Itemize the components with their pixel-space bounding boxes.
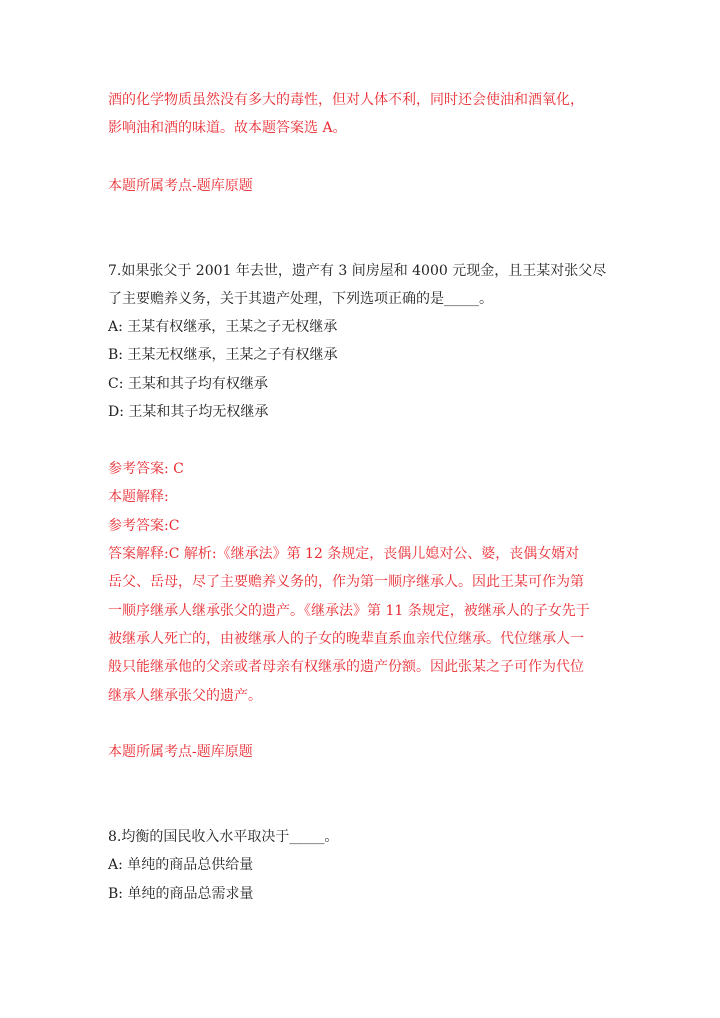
q7-stem-line-2: 了主要赡养义务，关于其遗产处理，下列选项正确的是_____。 [108,291,493,307]
q8-option-a: A: 单纯的商品总供给量 [108,857,254,873]
q7-option-c: C: 王某和其子均有权继承 [108,376,268,392]
q7-answer-label-2: 参考答案:C [108,518,180,534]
prev-source-note: 本题所属考点-题库原题 [108,178,253,194]
q7-explanation-line-3: 一顺序继承人继承张父的遗产。《继承法》第 11 条规定，被继承人的子女先于 [108,603,590,619]
q7-explanation-line-6: 继承人继承张父的遗产。 [108,688,262,704]
q7-answer-label: 参考答案: C [108,461,184,477]
q7-explanation-line-1: 答案解释:C 解析:《继承法》第 12 条规定，丧偶儿媳对公、婆，丧偶女婿对 [108,546,580,562]
q8-stem: 8.均衡的国民收入水平取决于_____。 [108,829,339,845]
q7-option-a: A: 王某有权继承，王某之子无权继承 [108,319,338,335]
q7-explain-label: 本题解释: [108,489,169,505]
q8-option-b: B: 单纯的商品总需求量 [108,886,254,902]
q7-option-b: B: 王某无权继承，王某之子有权继承 [108,347,338,363]
q7-explanation-line-5: 般只能继承他的父亲或者母亲有权继承的遗产份额。因此张某之子可作为代位 [108,659,584,675]
q7-explanation-line-2: 岳父、岳母，尽了主要赡养义务的，作为第一顺序继承人。因此王某可作为第 [108,574,584,590]
q7-explanation-line-4: 被继承人死亡的，由被继承人的子女的晚辈直系血亲代位继承。代位继承人一 [108,631,584,647]
q7-source-note: 本题所属考点-题库原题 [108,744,253,760]
prev-explanation-line-1: 酒的化学物质虽然没有多大的毒性，但对人体不利，同时还会使油和酒氧化， [108,92,584,108]
prev-explanation-line-2: 影响油和酒的味道。故本题答案选 A。 [108,120,347,136]
q7-option-d: D: 王某和其子均无权继承 [108,404,269,420]
q7-stem-line-1: 7.如果张父于 2001 年去世，遗产有 3 间房屋和 4000 元现金，且王某对张父尽 [108,263,607,279]
